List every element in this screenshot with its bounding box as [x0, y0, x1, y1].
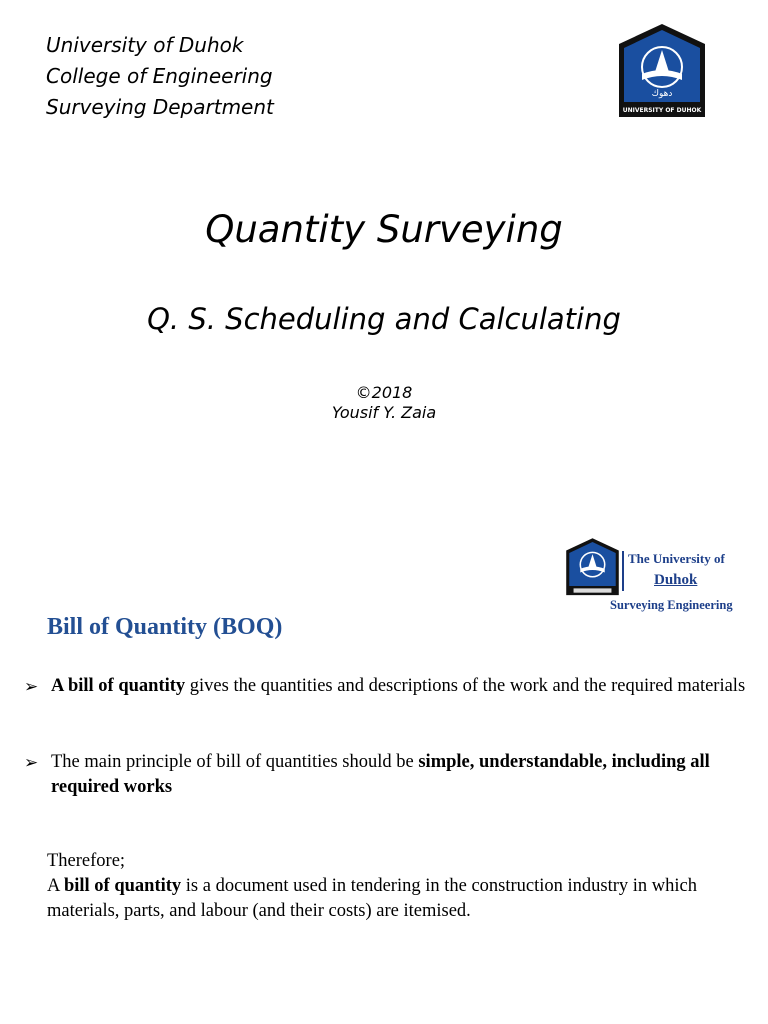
section-heading: Bill of Quantity (BOQ)	[47, 614, 283, 640]
university-logo-icon	[617, 22, 707, 120]
presentation-subtitle: Q. S. Scheduling and Calculating	[147, 302, 621, 336]
department-name: Surveying Department	[46, 95, 274, 119]
university-logo-small-icon	[565, 537, 620, 597]
paragraph-prefix: A	[47, 876, 64, 896]
university-lines	[46, 30, 274, 123]
logo-script: دهوك	[651, 89, 673, 99]
logo-text: UNIVERSITY OF DUHOK	[622, 107, 702, 114]
branding-line-2: Duhok	[654, 572, 698, 588]
college-name: College of Engineering	[46, 64, 273, 88]
paragraph-lead: Therefore;	[47, 851, 126, 871]
copyright-block	[0, 383, 768, 423]
branding-divider	[622, 551, 624, 591]
paragraph-rest: is a document used in tendering in the construction industry in which materials, parts, and labour (and their costs) are itemised.	[47, 876, 698, 921]
arrow-bullet-icon: ➢	[24, 753, 39, 772]
definition-paragraph	[47, 849, 762, 924]
bullet-1-bold: A bill of quantity	[51, 676, 186, 696]
bullet-2-bold: simple, understandable, including all required works	[51, 752, 710, 797]
branding-line-3: Surveying Engineering	[610, 598, 733, 612]
bullet-2-plain: The main principle of bill of quantities should be	[51, 752, 419, 772]
bullet-1-rest: gives the quantities and descriptions of the work and the required materials	[185, 676, 746, 696]
university-name: University of Duhok	[46, 33, 244, 57]
paragraph-body	[47, 874, 762, 924]
bullet-text-2	[51, 750, 751, 800]
bullet-text-1	[51, 674, 751, 699]
paragraph-bold: bill of quantity	[63, 876, 182, 896]
copyright-year: ©2018	[355, 383, 413, 402]
arrow-bullet-icon: ➢	[24, 677, 39, 696]
author-name: Yousif Y. Zaia	[331, 403, 437, 422]
presentation-title: Quantity Surveying	[205, 208, 563, 251]
branding-line-1: The University of	[628, 551, 725, 566]
